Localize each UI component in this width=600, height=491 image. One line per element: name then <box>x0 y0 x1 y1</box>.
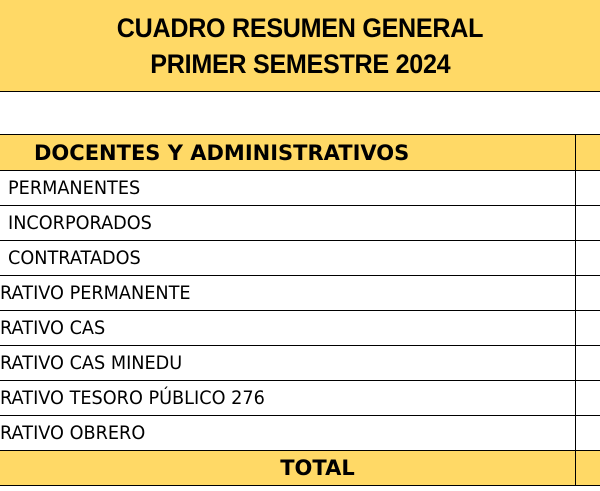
row-value-cell[interactable] <box>575 346 600 380</box>
row-value-cell[interactable] <box>575 171 600 205</box>
row-label-cell[interactable] <box>0 346 575 380</box>
table-row <box>0 380 600 415</box>
table-row <box>0 310 600 345</box>
table-header-cell[interactable] <box>0 135 575 170</box>
table-header-label: DOCENTES Y ADMINISTRATIVOS <box>34 140 410 165</box>
table-header-row <box>0 134 600 170</box>
blank-row <box>0 92 600 134</box>
total-label: TOTAL <box>280 456 355 480</box>
row-value-cell[interactable] <box>575 381 600 415</box>
row-value-cell[interactable] <box>575 241 600 275</box>
table-row <box>0 275 600 310</box>
row-label-cell[interactable] <box>0 276 575 310</box>
total-label-cell[interactable] <box>0 451 575 485</box>
row-value-cell[interactable] <box>575 206 600 240</box>
title-line-2: PRIMER SEMESTRE 2024 <box>149 48 451 79</box>
row-value-cell[interactable] <box>575 311 600 345</box>
row-label-cell[interactable] <box>0 206 575 240</box>
title-line-1: CUADRO RESUMEN GENERAL <box>116 12 484 43</box>
table-row <box>0 345 600 380</box>
row-label: RATIVO CAS <box>0 317 106 339</box>
row-label: RATIVO TESORO PÚBLICO 276 <box>0 387 265 409</box>
total-row <box>0 450 600 486</box>
table-row <box>0 170 600 205</box>
row-label-cell[interactable] <box>0 241 575 275</box>
row-value-cell[interactable] <box>575 416 600 450</box>
row-label: PERMANENTES <box>8 177 141 199</box>
total-value-cell[interactable] <box>575 451 600 485</box>
table-row <box>0 240 600 275</box>
row-label-cell[interactable] <box>0 381 575 415</box>
row-label-cell[interactable] <box>0 416 575 450</box>
row-label: CONTRATADOS <box>8 247 141 269</box>
row-label-cell[interactable] <box>0 171 575 205</box>
table-row <box>0 415 600 450</box>
title-block <box>0 0 600 92</box>
row-label: RATIVO OBRERO <box>0 422 146 444</box>
summary-table <box>0 134 600 486</box>
row-label-cell[interactable] <box>0 311 575 345</box>
row-label: INCORPORADOS <box>8 212 152 234</box>
row-label: RATIVO CAS MINEDU <box>0 352 183 374</box>
row-value-cell[interactable] <box>575 276 600 310</box>
row-label: RATIVO PERMANENTE <box>0 282 191 304</box>
table-header-value-cell[interactable] <box>575 135 600 170</box>
table-row <box>0 205 600 240</box>
